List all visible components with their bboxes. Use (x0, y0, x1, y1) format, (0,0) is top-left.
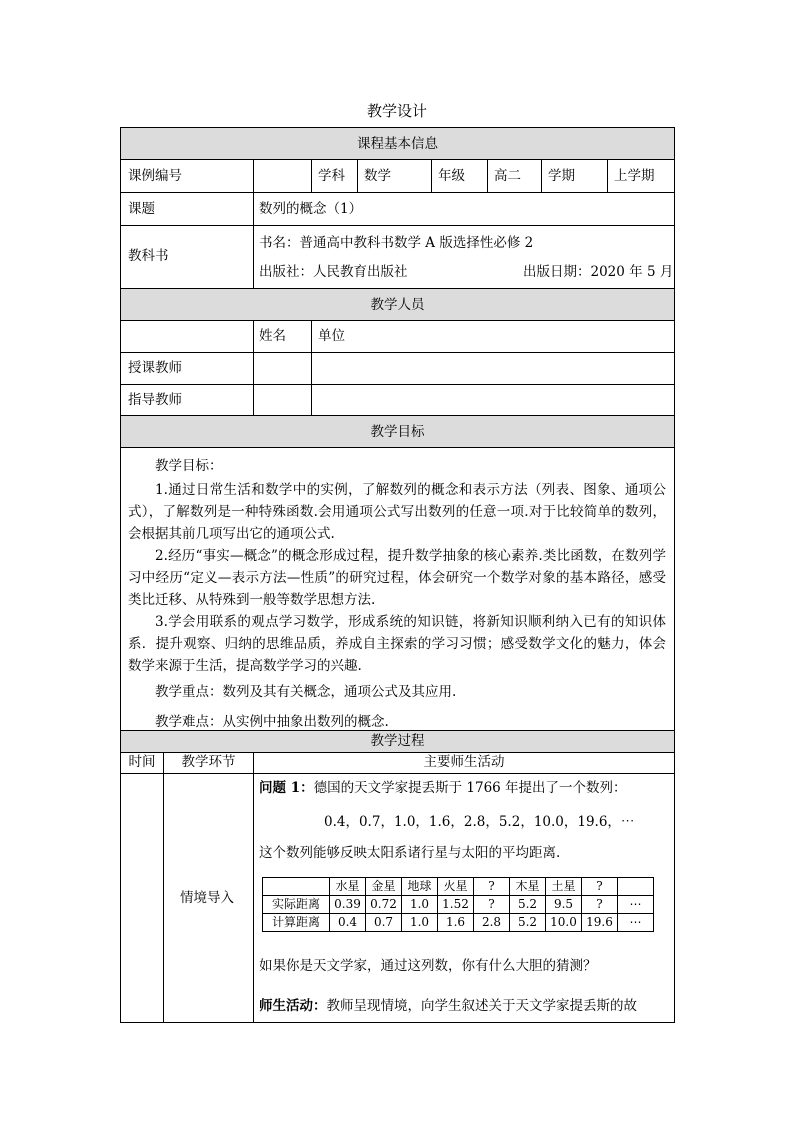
table-cell: 土星 (546, 878, 582, 896)
table-cell (618, 878, 654, 896)
rule (357, 159, 358, 192)
staff-name-col: 姓名 (259, 328, 286, 344)
case-number-label: 课例编号 (128, 168, 182, 184)
rule (541, 159, 542, 192)
problem-line (259, 779, 627, 797)
staff-header: 教学人员 (370, 297, 425, 313)
rule (311, 320, 312, 415)
advisor-label: 指导教师 (128, 392, 182, 408)
table-cell: 1.0 (402, 896, 438, 914)
table-cell: 地球 (402, 878, 438, 896)
staff-unit-col: 单位 (318, 328, 345, 344)
sequence-description: 这个数列能够反映太阳系诸行星与太阳的平均距离. (259, 845, 561, 861)
rule (487, 159, 488, 192)
table-cell: ? (474, 878, 510, 896)
table-cell: 0.39 (330, 896, 366, 914)
objectives-intro: 教学目标： (155, 458, 223, 474)
textbook-label: 教科书 (128, 248, 169, 264)
table-cell: 5.2 (510, 914, 546, 932)
rule (253, 752, 254, 1023)
table-row (263, 896, 654, 914)
table-cell: 1.6 (438, 914, 474, 932)
tidius-sequence: 0.4，0.7，1.0，1.6，2.8，5.2，10.0，19.6，⋯ (324, 814, 635, 830)
objective-item: 2.经历“事实—概念”的概念形成过程，提升数学抽象的核心素养.类比函数，在数列学习中经历“定义—表示方法—性质”的研究过程，体会研究一个数学对象的基本路径，感受类比迁移、从特殊到一般等数学思想方法. (128, 548, 666, 608)
grade-label: 年级 (438, 168, 465, 184)
table-cell: 实际距离 (263, 896, 330, 914)
table-cell: 1.0 (402, 914, 438, 932)
term-value: 上学期 (614, 168, 655, 184)
rule (120, 225, 675, 226)
table-cell: 金星 (366, 878, 402, 896)
stage-name: 情境导入 (180, 890, 234, 906)
rule (607, 159, 608, 192)
difficulty: 教学难点：从实例中抽象出数列的概念. (155, 714, 389, 730)
rule (253, 159, 254, 288)
table-cell: ? (582, 878, 618, 896)
objective-item: 1.通过日常生活和数学中的实例，了解数列的概念和表示方法（列表、图象、通项公式），了解数列是一种特殊函数.会用通项公式写出数列的任意一项.对于比较简单的数列，会根据其前几项写出它的通项公式. (128, 482, 666, 542)
table-header-row (263, 878, 654, 896)
rule (431, 159, 432, 192)
topic-value: 数列的概念（1） (259, 201, 363, 217)
table-cell: ? (582, 896, 618, 914)
table-cell: ⋯ (618, 914, 654, 932)
course-info-header: 课程基本信息 (357, 136, 438, 152)
table-row (263, 914, 654, 932)
teacher-label: 授课教师 (128, 360, 182, 376)
planet-distance-table (262, 877, 654, 932)
rule (120, 320, 675, 321)
book-name: 书名：普通高中教科书数学 A 版选择性必修 2 (259, 235, 534, 251)
table-cell: 10.0 (546, 914, 582, 932)
table-cell: 计算距离 (263, 914, 330, 932)
activity-line (259, 997, 637, 1015)
publish-date: 出版日期：2020 年 5 月 (523, 264, 674, 280)
rule (120, 415, 675, 416)
problem-text: 德国的天文学家提丢斯于 1766 年提出了一个数列： (313, 780, 627, 796)
key-point: 教学重点：数列及其有关概念，通项公式及其应用. (155, 684, 457, 700)
subject-label: 学科 (318, 168, 345, 184)
subject-value: 数学 (364, 168, 391, 184)
table-cell: ? (474, 896, 510, 914)
table-cell: 0.7 (366, 914, 402, 932)
document-title: 教学设计 (366, 102, 427, 120)
rule (311, 159, 312, 192)
topic-label: 课题 (128, 201, 155, 217)
rule (120, 352, 675, 353)
table-cell: 9.5 (546, 896, 582, 914)
activity-label: 师生活动： (259, 998, 327, 1014)
table-cell: 0.72 (366, 896, 402, 914)
objectives-header: 教学目标 (370, 424, 425, 440)
grade-value: 高二 (494, 168, 521, 184)
guess-question: 如果你是天文学家，通过这列数，你有什么大胆的猜测？ (259, 958, 597, 974)
rule (120, 159, 675, 160)
col-time: 时间 (128, 754, 156, 770)
table-cell: 水星 (330, 878, 366, 896)
process-header: 教学过程 (370, 733, 425, 749)
table-cell: 0.4 (330, 914, 366, 932)
col-stage: 教学环节 (181, 754, 236, 770)
table-cell: ⋯ (618, 896, 654, 914)
problem-label: 问题 1： (259, 780, 314, 796)
table-cell: 5.2 (510, 896, 546, 914)
table-cell: 木星 (510, 878, 546, 896)
table-cell: 1.52 (438, 896, 474, 914)
col-activity: 主要师生活动 (423, 754, 505, 770)
rule (163, 752, 164, 1023)
rule (120, 447, 675, 448)
publisher: 出版社：人民教育出版社 (259, 264, 408, 280)
term-label: 学期 (548, 168, 575, 184)
rule (120, 773, 675, 774)
rule (120, 384, 675, 385)
objectives-body (128, 455, 666, 733)
activity-text: 教师呈现情境，向学生叙述关于天文学家提丢斯的故 (326, 998, 637, 1014)
table-cell (263, 878, 330, 896)
table-cell: 火星 (438, 878, 474, 896)
rule (120, 192, 675, 193)
rule (253, 320, 254, 415)
table-cell: 2.8 (474, 914, 510, 932)
table-cell: 19.6 (582, 914, 618, 932)
objective-item: 3.学会用联系的观点学习数学，形成系统的知识链，将新知识顺利纳入已有的知识体系．提升观察、归纳的思维品质，养成自主探索的学习习惯；感受数学文化的魅力，体会数学来源于生活，提高数学学习的兴趣. (128, 614, 666, 674)
rule (120, 288, 675, 289)
